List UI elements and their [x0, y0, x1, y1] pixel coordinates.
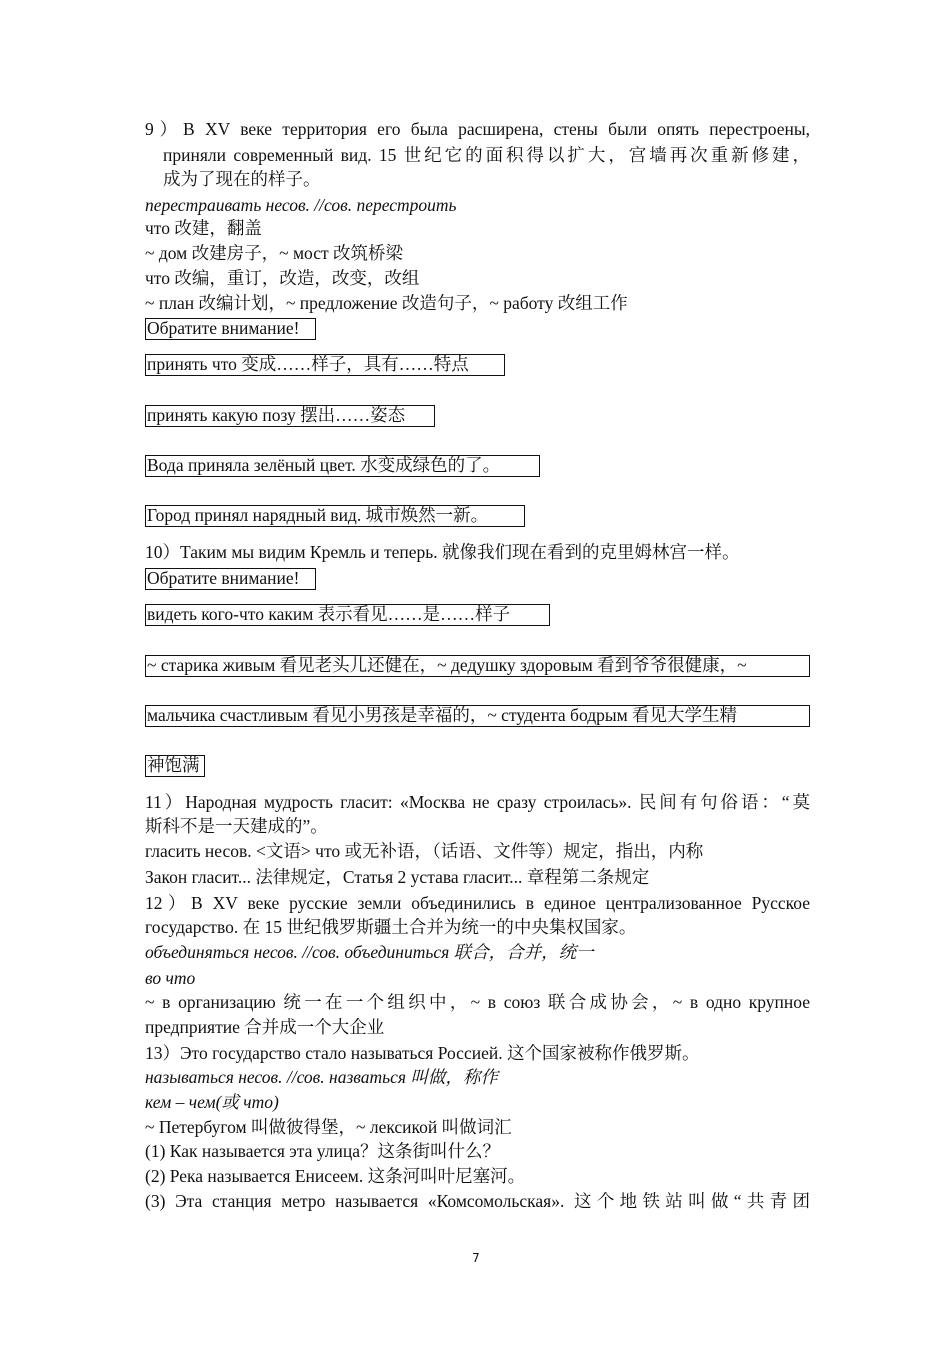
phrase-box: принять какую позу 摆出……姿态: [145, 405, 435, 427]
text-line: 11）Народная мудрость гласит: «Москва не сразу строилась». 民间有句俗语：“莫: [145, 792, 810, 812]
text-line: что 改建，翻盖: [145, 218, 262, 238]
example-box: ~ старика живым 看见老头儿还健在，~ дедушку здоровым 看到爷爷很健康，~: [145, 655, 810, 677]
page-number: 7: [472, 1251, 480, 1265]
text-line: (1) Как называется эта улица？这条街叫什么？: [145, 1141, 501, 1161]
text-line: 斯科不是一天建成的”。: [145, 816, 328, 836]
text-line: 9）В XV веке территория его была расширена, стены были опять перестроены,: [145, 119, 810, 139]
phrase-box: Вода приняла зелёный цвет. 水变成绿色的了。: [145, 455, 540, 477]
text-line: гласить несов. <文语> что 或无补语，（话语、文件等）规定，指出，内称: [145, 841, 704, 861]
text-line: ~ план 改编计划，~ предложение 改造句子，~ работу 改组工作: [145, 293, 628, 313]
text-line: что 改编，重订，改造，改变，改组: [145, 268, 420, 288]
text-line: предприятие 合并成一个大企业: [145, 1017, 385, 1037]
example-box: мальчика счастливым 看见小男孩是幸福的，~ студента бодрым 看见大学生精: [145, 705, 810, 727]
text-line: называться несов. //сов. назваться 叫做，称作: [145, 1067, 498, 1087]
text-line: государство. 在 15 世纪俄罗斯疆土合并为统一的中央集权国家。: [145, 917, 637, 937]
attention-box: Обратите внимание!: [145, 568, 316, 590]
example-box: 神饱满: [145, 755, 205, 777]
text-line: 13）Это государство стало называться Россией. 这个国家被称作俄罗斯。: [145, 1043, 700, 1063]
text-line: ~ в организацию 统一在一个组织中，~ в союз 联合成协会，~ в одно крупное: [145, 992, 810, 1012]
attention-box: Обратите внимание!: [145, 318, 316, 340]
text-line: 10）Таким мы видим Кремль и теперь. 就像我们现在看到的克里姆林宫一样。: [145, 542, 740, 562]
text-line: Закон гласит... 法律规定，Статья 2 устава гласит... 章程第二条规定: [145, 867, 650, 887]
phrase-box: Город принял нарядный вид. 城市焕然一新。: [145, 505, 525, 527]
text-line: объединяться несов. //сов. объединиться 联合，合并，统一: [145, 942, 594, 962]
text-line: ~ Петербугом 叫做彼得堡，~ лексикой 叫做词汇: [145, 1117, 512, 1137]
phrase-box: видеть кого-что каким 表示看见……是……样子: [145, 604, 550, 626]
text-line: 成为了现在的样子。: [163, 169, 321, 189]
text-line: перестраивать несов. //сов. перестроить: [145, 195, 457, 215]
text-line: 12）В XV веке русские земли объединились в единое централизованное Русское: [145, 893, 810, 913]
phrase-box: принять что 变成……样子，具有……特点: [145, 354, 505, 376]
text-line: во что: [145, 968, 196, 988]
text-line: ~ дом 改建房子，~ мост 改筑桥梁: [145, 243, 404, 263]
text-line: приняли современный вид. 15 世纪它的面积得以扩大，宫墙再次重新修建，: [163, 145, 810, 165]
text-line: (2) Река называется Енисеем. 这条河叫叶尼塞河。: [145, 1166, 526, 1186]
text-line: (3) Эта станция метро называется «Комсомольская». 这个地铁站叫做“共青团: [145, 1191, 810, 1211]
text-line: кем – чем(或 что): [145, 1092, 279, 1112]
